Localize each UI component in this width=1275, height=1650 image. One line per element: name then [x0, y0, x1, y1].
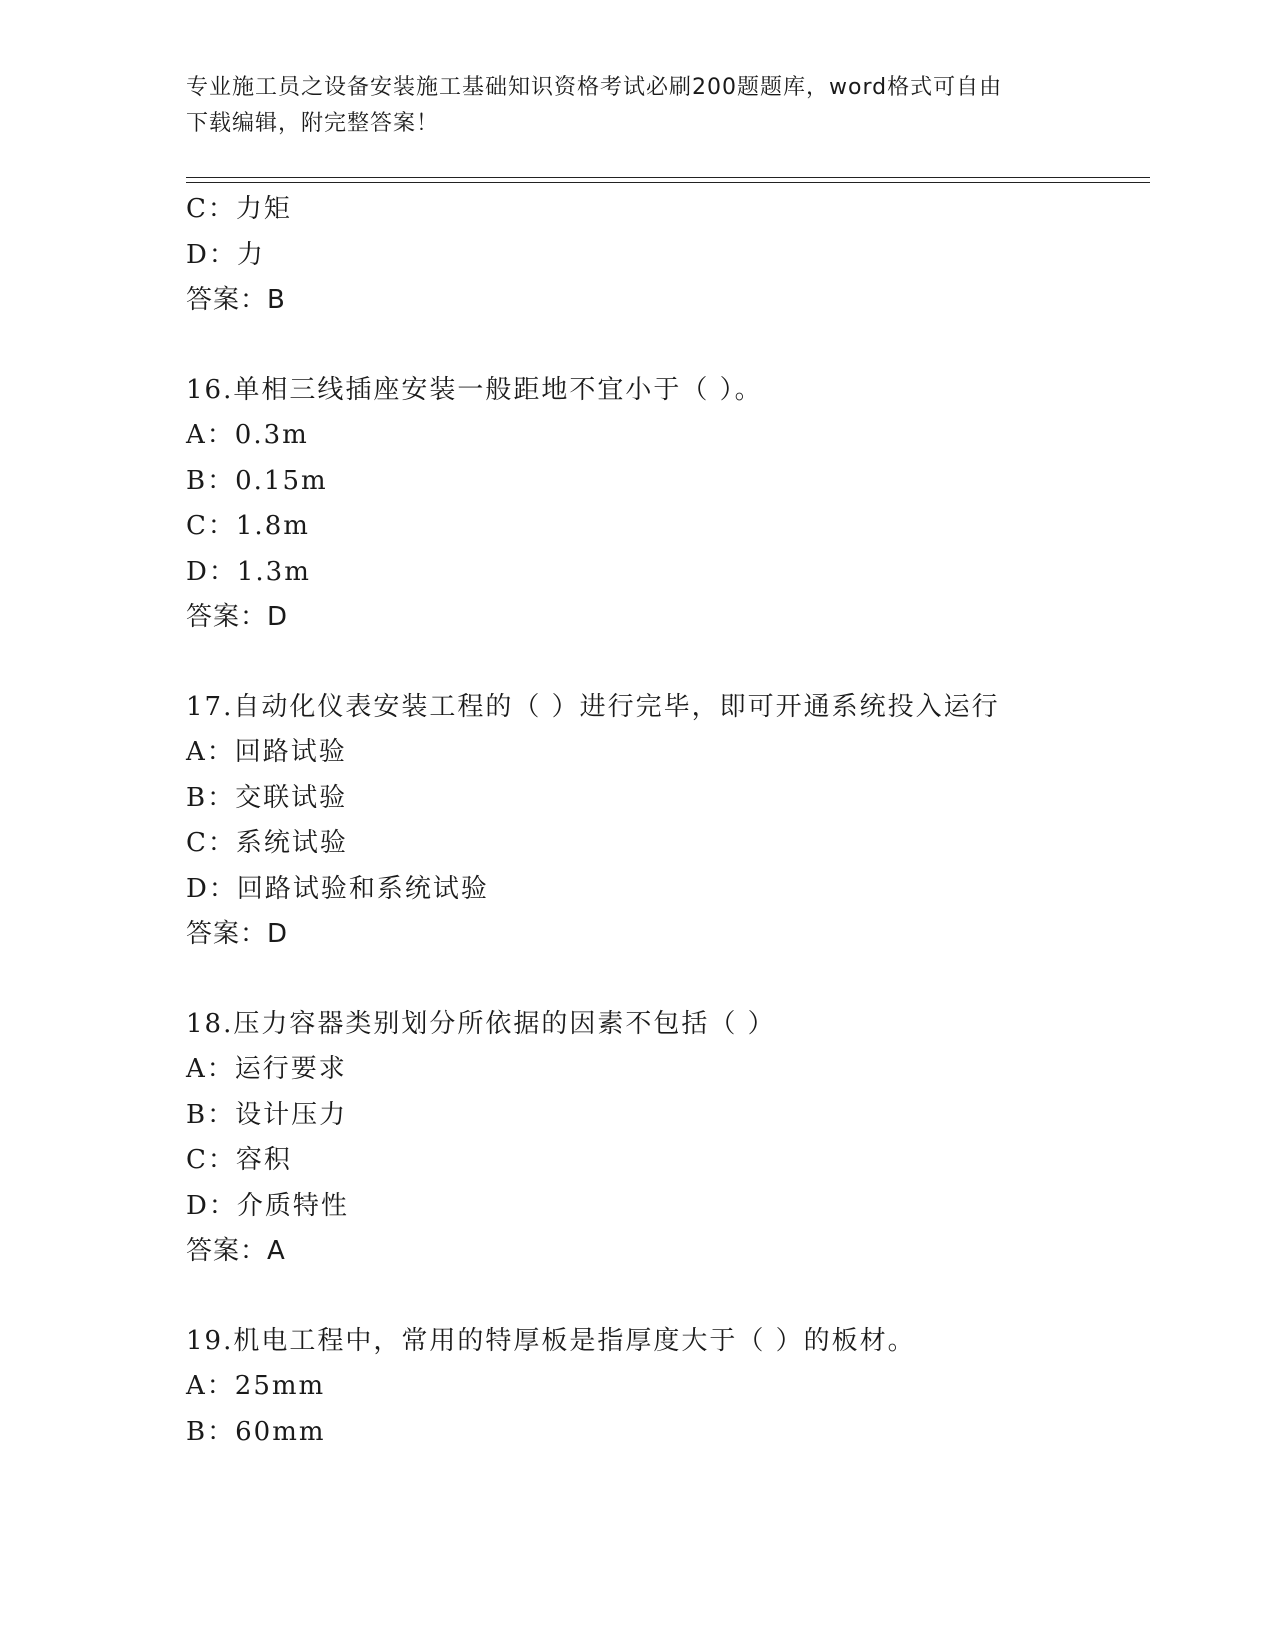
question-19	[186, 1319, 1146, 1456]
option-b: B：60mm	[186, 1416, 326, 1447]
answer-line: 答案：A	[186, 1236, 286, 1266]
header-line-1: 专业施工员之设备安装施工基础知识资格考试必刷200题题库，word格式可自由	[186, 75, 1003, 100]
option-d: D：回路试验和系统试验	[186, 873, 489, 904]
answer-line: 答案：D	[186, 602, 289, 632]
header-divider-bottom	[186, 182, 1150, 183]
option-d: D：1.3m	[186, 556, 311, 587]
option-c: C：力矩	[186, 194, 292, 224]
option-c: C：1.8m	[186, 511, 310, 541]
option-b: B：0.15m	[186, 465, 328, 496]
question-15-continued	[186, 187, 1146, 324]
option-a: A：运行要求	[186, 1054, 347, 1084]
option-b: B：设计压力	[186, 1099, 348, 1130]
question-18	[186, 1002, 1146, 1275]
question-stem: 19.机电工程中，常用的特厚板是指厚度大于（ ）的板材。	[186, 1325, 916, 1356]
option-b: B：交联试验	[186, 782, 348, 813]
question-17	[186, 685, 1146, 958]
option-a: A：回路试验	[186, 737, 347, 767]
option-c: C：系统试验	[186, 828, 348, 858]
header-divider-top	[186, 177, 1150, 178]
question-stem: 18.压力容器类别划分所依据的因素不包括（ ）	[186, 1008, 776, 1039]
document-header	[186, 70, 1066, 142]
question-stem: 17.自动化仪表安装工程的（ ）进行完毕，即可开通系统投入运行	[186, 691, 1000, 722]
question-16	[186, 368, 1146, 641]
question-list	[186, 187, 1146, 1455]
question-stem: 16.单相三线插座安装一般距地不宜小于（ ）。	[186, 374, 763, 405]
option-a: A：0.3m	[186, 420, 309, 450]
answer-line: 答案：D	[186, 919, 289, 949]
option-d: D：力	[186, 239, 265, 270]
answer-line: 答案：B	[186, 285, 286, 315]
option-a: A：25mm	[186, 1371, 326, 1401]
option-c: C：容积	[186, 1145, 292, 1175]
header-line-2: 下载编辑，附完整答案！	[186, 111, 440, 136]
option-d: D：介质特性	[186, 1190, 349, 1221]
